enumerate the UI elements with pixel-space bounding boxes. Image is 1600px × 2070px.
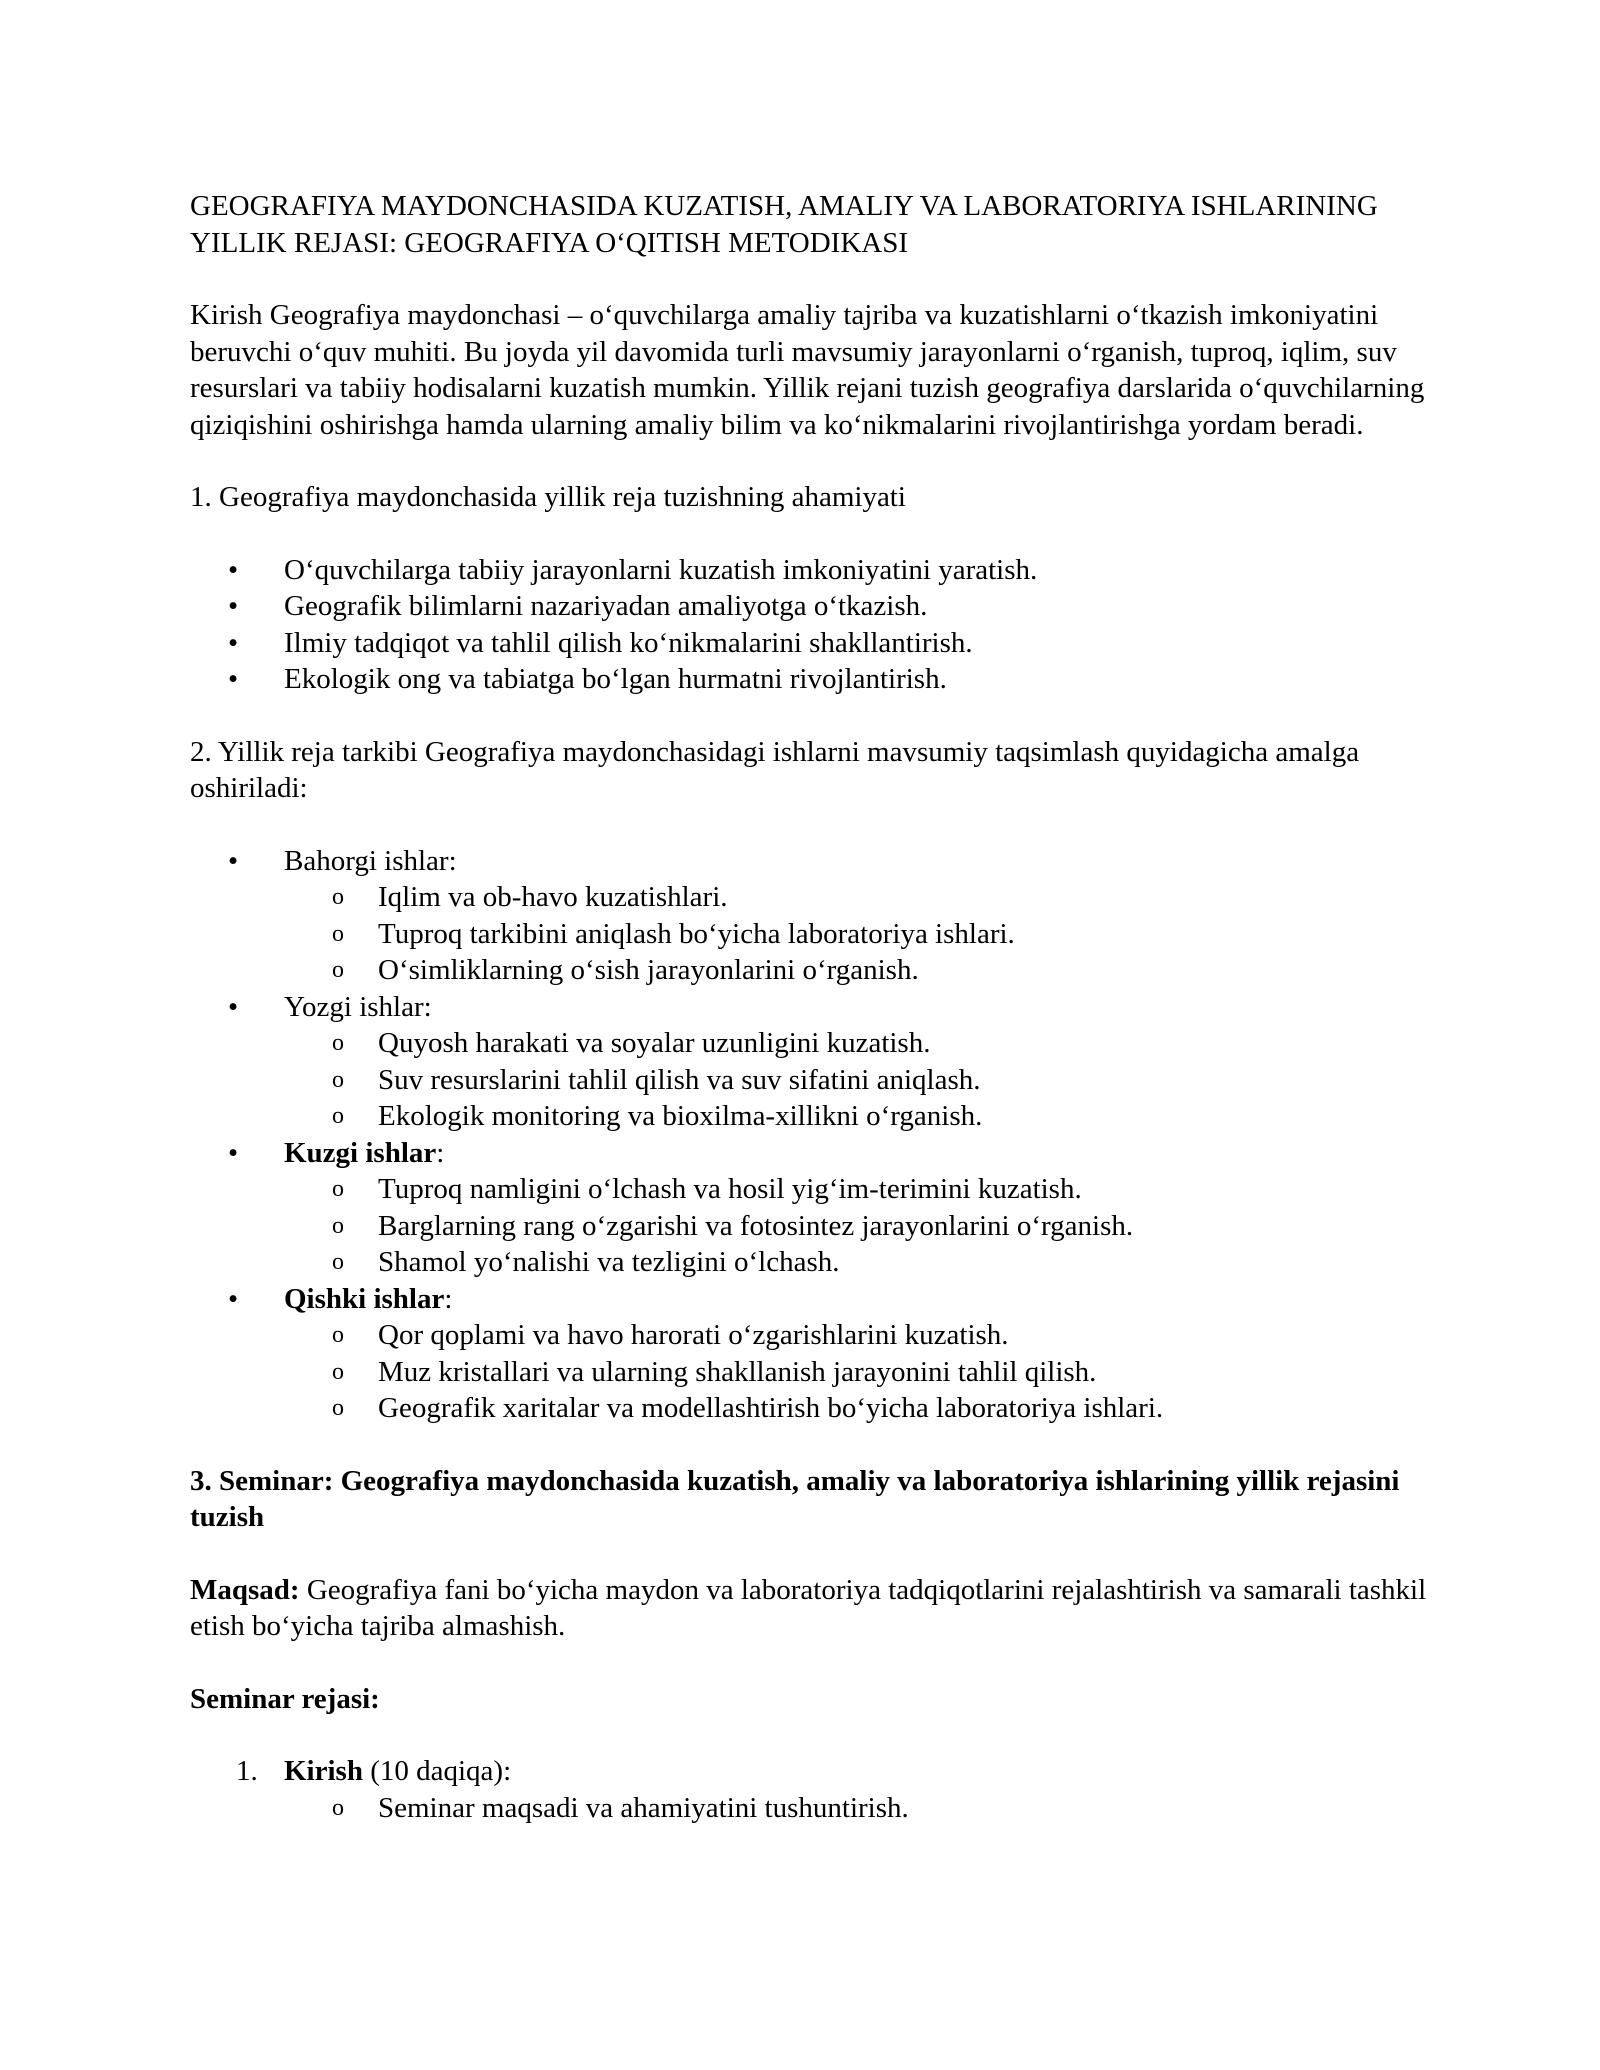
bullet-marker: • bbox=[228, 990, 239, 1023]
seasons-list bbox=[190, 843, 1450, 1427]
sub-bullet-marker: o bbox=[332, 1395, 344, 1421]
sub-item-text: Iqlim va ob-havo kuzatishlari. bbox=[378, 881, 728, 913]
list-item bbox=[190, 552, 1450, 589]
season-label: Qishki ishlar bbox=[284, 1282, 445, 1315]
bullet-marker: • bbox=[228, 844, 239, 877]
season-colon: : bbox=[436, 1136, 445, 1169]
goal-paragraph bbox=[190, 1572, 1450, 1645]
sub-bullet-marker: o bbox=[332, 957, 344, 983]
section-2-heading: 2. Yillik reja tarkibi Geografiya maydonchasidagi ishlarni mavsumiy taqsimlash quyidagicha amalga oshiriladi: bbox=[190, 735, 1360, 804]
bullet-marker: • bbox=[228, 626, 239, 659]
season-spring bbox=[190, 843, 1450, 880]
plan-item-label: Kirish bbox=[284, 1755, 363, 1787]
sub-list-item bbox=[190, 952, 1450, 989]
sub-item-text: O‘simliklarning o‘sish jarayonlarini o‘rganish. bbox=[378, 954, 919, 986]
sub-bullet-marker: o bbox=[332, 884, 344, 910]
sub-list-item bbox=[190, 1390, 1450, 1427]
sub-bullet-marker: o bbox=[332, 1103, 344, 1129]
sub-bullet-marker: o bbox=[332, 1066, 344, 1093]
sub-list-item bbox=[190, 879, 1450, 916]
sub-bullet-marker: o bbox=[332, 1176, 344, 1202]
sub-list-item bbox=[190, 1098, 1450, 1135]
list-item-text: Ilmiy tadqiqot va tahlil qilish ko‘nikmalarini shakllantirish. bbox=[284, 626, 973, 659]
goal-text: Geografiya fani bo‘yicha maydon va laboratoriya tadqiqotlarini rejalashtirish va samarali tashkil etish bo‘yicha tajriba almashish. bbox=[190, 1573, 1427, 1642]
sub-list-item bbox=[190, 1354, 1450, 1391]
season-autumn bbox=[190, 1135, 1450, 1172]
section-1-list bbox=[190, 552, 1450, 698]
season-label: Bahorgi ishlar bbox=[284, 844, 449, 877]
season-colon: : bbox=[444, 1282, 453, 1315]
list-item bbox=[190, 661, 1450, 698]
sub-list-item bbox=[190, 1317, 1450, 1354]
sub-list-item bbox=[190, 1790, 1450, 1827]
list-item-text: Ekologik ong va tabiatga bo‘lgan hurmatni rivojlantirish. bbox=[284, 663, 947, 695]
sub-list-item bbox=[190, 1025, 1450, 1062]
sub-bullet-marker: o bbox=[332, 1030, 344, 1056]
sub-item-text: Qor qoplami va havo harorati o‘zgarishlarini kuzatish. bbox=[378, 1319, 1009, 1351]
plan-item-duration: (10 daqiqa): bbox=[362, 1755, 512, 1787]
goal-label: Maqsad: bbox=[190, 1573, 300, 1606]
bullet-marker: • bbox=[228, 663, 239, 695]
sub-list-item bbox=[190, 1171, 1450, 1208]
sub-item-text: Seminar maqsadi va ahamiyatini tushuntirish. bbox=[378, 1791, 909, 1824]
bullet-marker: • bbox=[228, 1282, 239, 1315]
seminar-plan-heading: Seminar rejasi: bbox=[190, 1682, 380, 1715]
sub-item-text: Quyosh harakati va soyalar uzunligini kuzatish. bbox=[378, 1027, 931, 1059]
section-3-heading: 3. Seminar: Geografiya maydonchasida kuzatish, amaliy va laboratoriya ishlarining yillik rejasini tuzish bbox=[190, 1464, 1400, 1533]
bullet-marker: • bbox=[228, 553, 239, 586]
sub-list-item bbox=[190, 916, 1450, 953]
sub-item-text: Suv resurslarini tahlil qilish va suv sifatini aniqlash. bbox=[378, 1063, 981, 1096]
plan-item-intro bbox=[190, 1753, 1450, 1790]
sub-bullet-marker: o bbox=[332, 1249, 344, 1275]
sub-item-text: Shamol yo‘nalishi va tezligini o‘lchash. bbox=[378, 1246, 840, 1278]
plan-item-number: 1. bbox=[236, 1755, 258, 1787]
sub-item-text: Muz kristallari va ularning shakllanish jarayonini tahlil qilish. bbox=[378, 1355, 1097, 1388]
season-colon: : bbox=[448, 844, 457, 877]
sub-item-text: Tuproq namligini o‘lchash va hosil yig‘im-terimini kuzatish. bbox=[378, 1173, 1082, 1205]
season-label: Yozgi ishlar bbox=[284, 990, 424, 1023]
sub-list-item bbox=[190, 1062, 1450, 1099]
sub-bullet-marker: o bbox=[332, 1322, 344, 1348]
season-colon: : bbox=[423, 990, 432, 1023]
sub-list-item bbox=[190, 1208, 1450, 1245]
sub-item-text: Tuproq tarkibini aniqlash bo‘yicha laboratoriya ishlari. bbox=[378, 917, 1015, 950]
list-item-text: Geografik bilimlarni nazariyadan amaliyotga o‘tkazish. bbox=[284, 590, 928, 622]
sub-bullet-marker: o bbox=[332, 1794, 344, 1821]
sub-list-item bbox=[190, 1244, 1450, 1281]
list-item bbox=[190, 625, 1450, 662]
sub-item-text: Geografik xaritalar va modellashtirish bo‘yicha laboratoriya ishlari. bbox=[378, 1392, 1164, 1424]
sub-item-text: Ekologik monitoring va bioxilma-xillikni o‘rganish. bbox=[378, 1100, 983, 1132]
sub-bullet-marker: o bbox=[332, 920, 344, 947]
season-winter bbox=[190, 1281, 1450, 1318]
section-1-heading: 1. Geografiya maydonchasida yillik reja tuzishning ahamiyati bbox=[190, 481, 906, 513]
sub-bullet-marker: o bbox=[332, 1212, 344, 1239]
seminar-plan-list bbox=[190, 1753, 1450, 1826]
intro-paragraph: Kirish Geografiya maydonchasi – o‘quvchilarga amaliy tajriba va kuzatishlarni o‘tkazish imkoniyatini beruvchi o‘quv muhiti. Bu joyda yil davomida turli mavsumiy jarayonlarni o‘rganish, tuproq, iqlim, suv resurslari va tabiiy hodisalarni kuzatish mumkin. Yillik rejani tuzish geografiya darslarida o‘quvchilarning qiziqishini oshirishga hamda ularning amaliy bilim va ko‘nikmalarini rivojlantirishga yordam beradi. bbox=[190, 299, 1425, 441]
bullet-marker: • bbox=[228, 590, 239, 622]
list-item bbox=[190, 588, 1450, 625]
sub-bullet-marker: o bbox=[332, 1358, 344, 1385]
bullet-marker: • bbox=[228, 1136, 239, 1169]
sub-item-text: Barglarning rang o‘zgarishi va fotosintez jarayonlarini o‘rganish. bbox=[378, 1209, 1134, 1242]
list-item-text: O‘quvchilarga tabiiy jarayonlarni kuzatish imkoniyatini yaratish. bbox=[284, 553, 1038, 586]
season-label: Kuzgi ishlar bbox=[284, 1136, 437, 1169]
document-title: GEOGRAFIYA MAYDONCHASIDA KUZATISH, AMALIY VA LABORATORIYA ISHLARINING YILLIK REJASI: GEOGRAFIYA O‘QITISH METODIKASI bbox=[190, 190, 1378, 259]
season-summer bbox=[190, 989, 1450, 1026]
